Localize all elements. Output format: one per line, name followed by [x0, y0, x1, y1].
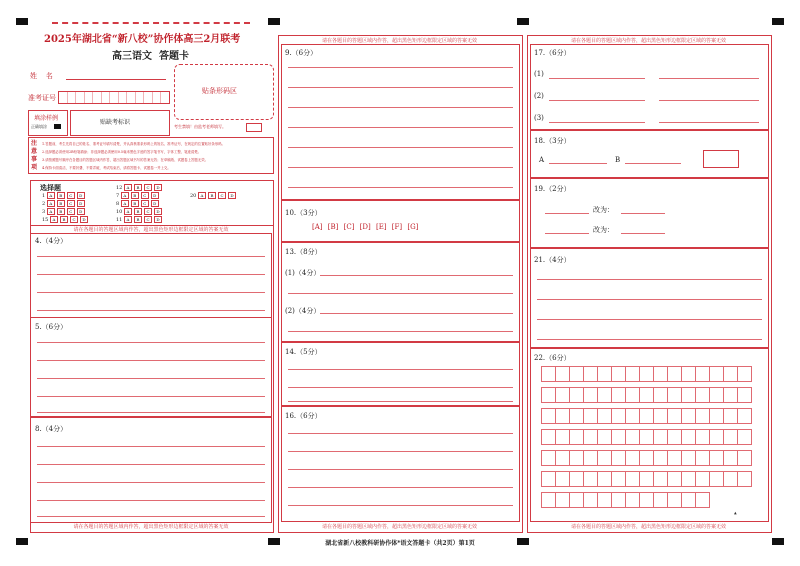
grid-cell[interactable]	[653, 492, 668, 508]
option-d[interactable]: D	[77, 200, 85, 207]
choice-number: 3	[42, 209, 46, 215]
q10-option-f[interactable]: [F]	[391, 223, 403, 231]
id-number-boxes[interactable]	[58, 91, 170, 104]
option-c[interactable]: C	[144, 184, 152, 191]
grid-cell[interactable]	[667, 471, 682, 487]
option-a[interactable]: A	[198, 192, 206, 199]
grid-cell[interactable]	[695, 429, 710, 445]
q19-change-label: 改为：	[593, 206, 614, 214]
answer-line[interactable]	[659, 122, 759, 123]
q14-box	[281, 342, 520, 406]
grid-cell[interactable]	[639, 366, 654, 382]
option-b[interactable]: B	[208, 192, 216, 199]
grid-cell[interactable]	[667, 366, 682, 382]
q10-label: 10.（3分）	[285, 209, 322, 217]
q10-box	[281, 200, 520, 242]
absent-label: 贴缺考标识	[100, 119, 131, 126]
notice-title: 注意事项	[31, 140, 38, 171]
warning-text: 请在各题目的答题区域内作答，超出黑色矩形边框限定区域的答案无效	[321, 38, 477, 44]
q8-label: 8.（4分）	[35, 425, 68, 433]
choice-number: 11	[116, 217, 123, 223]
q22-writing-grid[interactable]	[541, 366, 763, 516]
grid-cell[interactable]	[737, 471, 752, 487]
option-b[interactable]: B	[57, 200, 65, 207]
grid-cell[interactable]	[569, 366, 584, 382]
q5-box	[30, 317, 272, 417]
answer-line[interactable]	[37, 292, 265, 293]
grid-cell[interactable]	[639, 408, 654, 424]
answer-line[interactable]	[288, 293, 513, 294]
alignment-marker	[772, 18, 784, 25]
q4-box	[30, 233, 272, 318]
answer-line[interactable]	[537, 279, 762, 280]
option-a[interactable]: A	[121, 192, 129, 199]
grid-cell[interactable]	[723, 429, 738, 445]
answer-line[interactable]	[288, 369, 513, 370]
grid-cell[interactable]	[555, 366, 570, 382]
grid-cell[interactable]	[541, 387, 556, 403]
answer-line[interactable]	[288, 469, 513, 470]
grid-cell[interactable]	[597, 450, 612, 466]
grid-cell[interactable]	[555, 471, 570, 487]
grid-cell[interactable]	[541, 429, 556, 445]
grid-cell[interactable]	[709, 387, 724, 403]
answer-line[interactable]	[288, 487, 513, 488]
grid-cell[interactable]	[709, 471, 724, 487]
grid-cell[interactable]	[667, 429, 682, 445]
grid-cell[interactable]	[709, 429, 724, 445]
exam-title: 2025年湖北省“新八校”协作体高三2月联考	[44, 34, 241, 45]
q18-a-label: A	[539, 156, 545, 164]
grid-cell[interactable]	[681, 387, 696, 403]
option-d[interactable]: D	[77, 192, 85, 199]
fill-sample-label: 填涂样例	[34, 115, 59, 122]
q18-answer-box[interactable]	[703, 150, 739, 168]
grid-cell[interactable]	[695, 450, 710, 466]
warning-text: 请在各题目的答题区域内作答，超出黑色矩形边框限定区域的答案无效	[570, 38, 726, 44]
grid-mark: ▲	[734, 511, 737, 515]
q17-label: 17.（6分）	[534, 49, 571, 57]
q19-change-label: 改为：	[593, 226, 614, 234]
answer-line[interactable]	[545, 213, 589, 214]
answer-line[interactable]	[549, 163, 607, 164]
grid-cell[interactable]	[681, 450, 696, 466]
q22-label: 22.（6分）	[534, 354, 571, 362]
grid-cell[interactable]	[611, 387, 626, 403]
warning-text: 请在各题目的答题区域内作答，超出黑色矩形边框限定区域的答案无效	[570, 524, 726, 530]
grid-cell[interactable]	[541, 408, 556, 424]
option-c[interactable]: C	[141, 200, 149, 207]
option-c[interactable]: C	[144, 208, 152, 215]
name-field[interactable]	[66, 79, 166, 80]
grid-cell[interactable]	[555, 492, 570, 508]
option-b[interactable]: B	[57, 192, 65, 199]
barcode-label: 贴条形码区	[202, 87, 237, 95]
answer-line[interactable]	[288, 505, 513, 506]
grid-cell[interactable]	[569, 450, 584, 466]
choice-number: 8	[116, 201, 120, 207]
answer-line[interactable]	[37, 378, 265, 379]
answer-line[interactable]	[288, 451, 513, 452]
answer-line[interactable]	[549, 122, 645, 123]
answer-line[interactable]	[37, 360, 265, 361]
q21-label: 21.（4分）	[534, 256, 571, 264]
q9-box	[281, 44, 520, 200]
grid-cell[interactable]	[681, 366, 696, 382]
answer-line[interactable]	[288, 167, 513, 168]
grid-cell[interactable]	[639, 471, 654, 487]
choice-number: 2	[42, 201, 46, 207]
grid-cell[interactable]	[597, 387, 612, 403]
warning-text: 请在各题目的答题区域内作答，超出黑色矩形边框限定区域的答案无效	[321, 524, 477, 530]
option-b[interactable]: B	[134, 184, 142, 191]
grid-cell[interactable]	[695, 471, 710, 487]
q16-label: 16.（6分）	[285, 412, 322, 420]
choice-row[interactable]	[116, 192, 161, 199]
grid-cell[interactable]	[555, 450, 570, 466]
grid-cell[interactable]	[611, 408, 626, 424]
option-b[interactable]: B	[60, 216, 68, 223]
grid-cell[interactable]	[723, 387, 738, 403]
grid-cell[interactable]	[709, 408, 724, 424]
grid-cell[interactable]	[695, 366, 710, 382]
option-a[interactable]: A	[124, 216, 132, 223]
q4-label: 4.（4分）	[35, 237, 68, 245]
choice-number: 15	[42, 217, 49, 223]
choice-row[interactable]	[190, 192, 238, 199]
option-a[interactable]: A	[121, 200, 129, 207]
grid-cell[interactable]	[583, 387, 598, 403]
page-footer: 湖北省新八校教科研协作体*语文答题卡（共2页）第1页	[325, 540, 475, 547]
grid-cell[interactable]	[695, 492, 710, 508]
option-d[interactable]: D	[151, 200, 159, 207]
grid-cell[interactable]	[569, 387, 584, 403]
grid-cell[interactable]	[737, 429, 752, 445]
q10-option-g[interactable]: [G]	[407, 223, 419, 231]
q9-label: 9.（6分）	[285, 49, 318, 57]
answer-line[interactable]	[320, 275, 513, 276]
grid-cell[interactable]	[555, 387, 570, 403]
choice-number: 1	[42, 193, 46, 199]
choice-number: 10	[116, 209, 123, 215]
option-a[interactable]: A	[124, 208, 132, 215]
option-c[interactable]: C	[141, 192, 149, 199]
grid-cell[interactable]	[639, 492, 654, 508]
answer-line[interactable]	[37, 516, 265, 517]
option-d[interactable]: D	[154, 208, 162, 215]
filled-bubble-sample	[54, 124, 61, 129]
answer-line[interactable]	[545, 233, 589, 234]
answer-line[interactable]	[37, 396, 265, 397]
proctor-check-box[interactable]	[246, 123, 262, 132]
answer-line[interactable]	[659, 100, 759, 101]
option-a[interactable]: A	[47, 208, 55, 215]
grid-cell[interactable]	[541, 471, 556, 487]
answer-line[interactable]	[288, 107, 513, 108]
grid-cell[interactable]	[555, 408, 570, 424]
answer-line[interactable]	[37, 256, 265, 257]
grid-cell[interactable]	[569, 429, 584, 445]
grid-cell[interactable]	[681, 408, 696, 424]
choice-row[interactable]	[42, 192, 87, 199]
grid-cell[interactable]	[737, 366, 752, 382]
q18-label: 18.（3分）	[534, 137, 571, 145]
grid-cell[interactable]	[569, 492, 584, 508]
q14-label: 14.（5分）	[285, 348, 322, 356]
grid-cell[interactable]	[597, 471, 612, 487]
grid-cell[interactable]	[723, 471, 738, 487]
title-dash-line	[52, 22, 250, 24]
alignment-marker	[268, 18, 280, 25]
option-d[interactable]: D	[80, 216, 88, 223]
q19-label: 19.（2分）	[534, 185, 571, 193]
q13-label: 13.（8分）	[285, 248, 322, 256]
q10-option-a[interactable]: [A]	[312, 223, 323, 231]
alignment-marker	[16, 18, 28, 25]
option-c[interactable]: C	[144, 216, 152, 223]
choice-row[interactable]	[116, 184, 164, 191]
q10-option-e[interactable]: [E]	[375, 223, 387, 231]
warning-text: 请在各题目的答题区域内作答，超出黑色矩形边框限定区域的答案无效	[73, 227, 229, 233]
alignment-marker	[772, 538, 784, 545]
grid-cell[interactable]	[667, 387, 682, 403]
answer-line[interactable]	[288, 127, 513, 128]
grid-cell[interactable]	[639, 450, 654, 466]
grid-cell[interactable]	[625, 492, 640, 508]
q10-options[interactable]	[312, 223, 418, 231]
grid-cell[interactable]	[639, 429, 654, 445]
q21-box	[530, 248, 769, 348]
grid-cell[interactable]	[653, 471, 668, 487]
choice-row[interactable]	[42, 208, 87, 215]
option-b[interactable]: B	[134, 208, 142, 215]
grid-cell[interactable]	[583, 429, 598, 445]
grid-cell[interactable]	[569, 471, 584, 487]
alignment-marker	[16, 538, 28, 545]
choice-row[interactable]	[116, 216, 164, 223]
notice-line: 2.选择题必须使用2B铅笔填涂；非选择题必须使用0.5毫米黑色字迹的签字笔书写，字体工整、笔迹清楚。	[42, 150, 202, 154]
q18-b-label: B	[615, 156, 621, 164]
q17-part1-label: (1)	[534, 70, 544, 78]
answer-line[interactable]	[288, 387, 513, 388]
grid-cell[interactable]	[723, 366, 738, 382]
option-c[interactable]: C	[70, 216, 78, 223]
alignment-marker	[517, 538, 529, 545]
grid-cell[interactable]	[653, 408, 668, 424]
answer-line[interactable]	[37, 342, 265, 343]
q16-box	[281, 406, 520, 522]
option-c[interactable]: C	[67, 192, 75, 199]
grid-cell[interactable]	[737, 450, 752, 466]
choice-title: 选择题	[40, 183, 61, 192]
answer-line[interactable]	[549, 78, 645, 79]
option-b[interactable]: B	[131, 200, 139, 207]
grid-cell[interactable]	[625, 408, 640, 424]
grid-cell[interactable]	[583, 492, 598, 508]
fill-sample-sub: 正确填涂	[31, 124, 47, 129]
option-d[interactable]: D	[154, 184, 162, 191]
choice-row[interactable]	[116, 200, 161, 207]
grid-cell[interactable]	[625, 429, 640, 445]
q10-option-b[interactable]: [B]	[327, 223, 339, 231]
q17-part2-label: (2)	[534, 92, 544, 100]
answer-line[interactable]	[37, 446, 265, 447]
option-b[interactable]: B	[57, 208, 65, 215]
q13-part2-label: (2)（4分）	[285, 307, 321, 315]
grid-cell[interactable]	[625, 366, 640, 382]
q19-box	[530, 178, 769, 248]
choice-number: 12	[116, 185, 123, 191]
q17-box	[530, 44, 769, 130]
grid-cell[interactable]	[723, 450, 738, 466]
grid-cell[interactable]	[625, 450, 640, 466]
answer-card-subtitle: 高三语文 答题卡	[112, 51, 189, 62]
option-c[interactable]: C	[67, 208, 75, 215]
grid-cell[interactable]	[667, 450, 682, 466]
grid-cell[interactable]	[695, 408, 710, 424]
grid-cell[interactable]	[611, 471, 626, 487]
answer-line[interactable]	[288, 67, 513, 68]
answer-line[interactable]	[537, 299, 762, 300]
answer-line[interactable]	[537, 319, 762, 320]
answer-line[interactable]	[621, 233, 665, 234]
grid-cell[interactable]	[709, 366, 724, 382]
grid-cell[interactable]	[653, 450, 668, 466]
q10-option-d[interactable]: [D]	[359, 223, 371, 231]
option-b[interactable]: B	[134, 216, 142, 223]
answer-line[interactable]	[37, 274, 265, 275]
q18-box	[530, 130, 769, 178]
option-a[interactable]: A	[47, 200, 55, 207]
grid-cell[interactable]	[583, 450, 598, 466]
grid-cell[interactable]	[681, 429, 696, 445]
choice-number: 7	[116, 193, 120, 199]
option-d[interactable]: D	[77, 208, 85, 215]
answer-line[interactable]	[320, 313, 513, 314]
grid-cell[interactable]	[709, 450, 724, 466]
option-d[interactable]: D	[228, 192, 236, 199]
option-c[interactable]: C	[67, 200, 75, 207]
q5-label: 5.（6分）	[35, 323, 68, 331]
answer-line[interactable]	[37, 412, 265, 413]
answer-line[interactable]	[288, 433, 513, 434]
grid-cell[interactable]	[611, 450, 626, 466]
id-label: 准考证号	[28, 94, 56, 102]
option-c[interactable]: C	[218, 192, 226, 199]
answer-line[interactable]	[37, 482, 265, 483]
grid-cell[interactable]	[723, 408, 738, 424]
answer-line[interactable]	[288, 147, 513, 148]
grid-cell[interactable]	[653, 387, 668, 403]
grid-cell[interactable]	[597, 492, 612, 508]
grid-cell[interactable]	[541, 450, 556, 466]
grid-cell[interactable]	[555, 429, 570, 445]
grid-cell[interactable]	[569, 408, 584, 424]
choice-row[interactable]	[42, 200, 87, 207]
grid-cell[interactable]	[583, 408, 598, 424]
answer-line[interactable]	[288, 401, 513, 402]
choice-row[interactable]	[42, 216, 90, 223]
answer-line[interactable]	[659, 78, 759, 79]
answer-line[interactable]	[288, 87, 513, 88]
grid-cell[interactable]	[625, 387, 640, 403]
grid-cell[interactable]	[681, 471, 696, 487]
choice-number: 20	[190, 193, 197, 199]
grid-cell[interactable]	[611, 429, 626, 445]
choice-row[interactable]	[116, 208, 164, 215]
answer-line[interactable]	[37, 464, 265, 465]
answer-line[interactable]	[621, 213, 665, 214]
grid-cell[interactable]	[737, 387, 752, 403]
option-d[interactable]: D	[151, 192, 159, 199]
alignment-marker	[517, 18, 529, 25]
grid-cell[interactable]	[583, 471, 598, 487]
grid-cell[interactable]	[737, 408, 752, 424]
answer-line[interactable]	[537, 339, 762, 340]
grid-cell[interactable]	[541, 492, 556, 508]
answer-line[interactable]	[288, 187, 513, 188]
proctor-note: 考生禁填！由监考老师填写。	[174, 124, 226, 129]
grid-cell[interactable]	[681, 492, 696, 508]
q13-part1-label: (1)（4分）	[285, 269, 321, 277]
notice-line: 3.请按照题号顺序在各题目的答题区域内作答，超出答题区域书写的答案无效；在草稿纸、试题卷上答题无效。	[42, 158, 208, 162]
q17-part3-label: (3)	[534, 114, 544, 122]
grid-cell[interactable]	[667, 408, 682, 424]
q10-option-c[interactable]: [C]	[343, 223, 355, 231]
grid-cell[interactable]	[625, 471, 640, 487]
grid-cell[interactable]	[597, 429, 612, 445]
option-a[interactable]: A	[50, 216, 58, 223]
grid-cell[interactable]	[611, 492, 626, 508]
name-label: 姓 名	[30, 72, 53, 80]
option-a[interactable]: A	[124, 184, 132, 191]
q13-box	[281, 242, 520, 342]
notice-line: 4.保持卡面清洁，不要折叠、不要弄破，考试结束后，请将答题卡、试题卷一并上交。	[42, 166, 171, 170]
col1-inner	[30, 233, 272, 521]
alignment-marker	[268, 538, 280, 545]
grid-cell[interactable]	[653, 429, 668, 445]
answer-line[interactable]	[37, 500, 265, 501]
option-a[interactable]: A	[47, 192, 55, 199]
grid-cell[interactable]	[541, 366, 556, 382]
grid-cell[interactable]	[667, 492, 682, 508]
q8-box	[30, 417, 272, 523]
grid-cell[interactable]	[583, 366, 598, 382]
grid-cell[interactable]	[639, 387, 654, 403]
warning-text: 请在各题目的答题区域内作答，超出黑色矩形边框限定区域的答案无效	[73, 524, 229, 530]
answer-line[interactable]	[625, 163, 681, 164]
grid-cell[interactable]	[611, 366, 626, 382]
option-d[interactable]: D	[154, 216, 162, 223]
answer-line[interactable]	[549, 100, 645, 101]
answer-line[interactable]	[288, 331, 513, 332]
notice-line: 1.答题前，考生先将自己的姓名、准考证号填写清楚，并认真核准条形码上的姓名、准考证号，在规定的位置贴好条形码。	[42, 142, 225, 146]
answer-line[interactable]	[37, 310, 265, 311]
option-b[interactable]: B	[131, 192, 139, 199]
grid-cell[interactable]	[597, 366, 612, 382]
grid-cell[interactable]	[653, 366, 668, 382]
grid-cell[interactable]	[597, 408, 612, 424]
grid-cell[interactable]	[695, 387, 710, 403]
